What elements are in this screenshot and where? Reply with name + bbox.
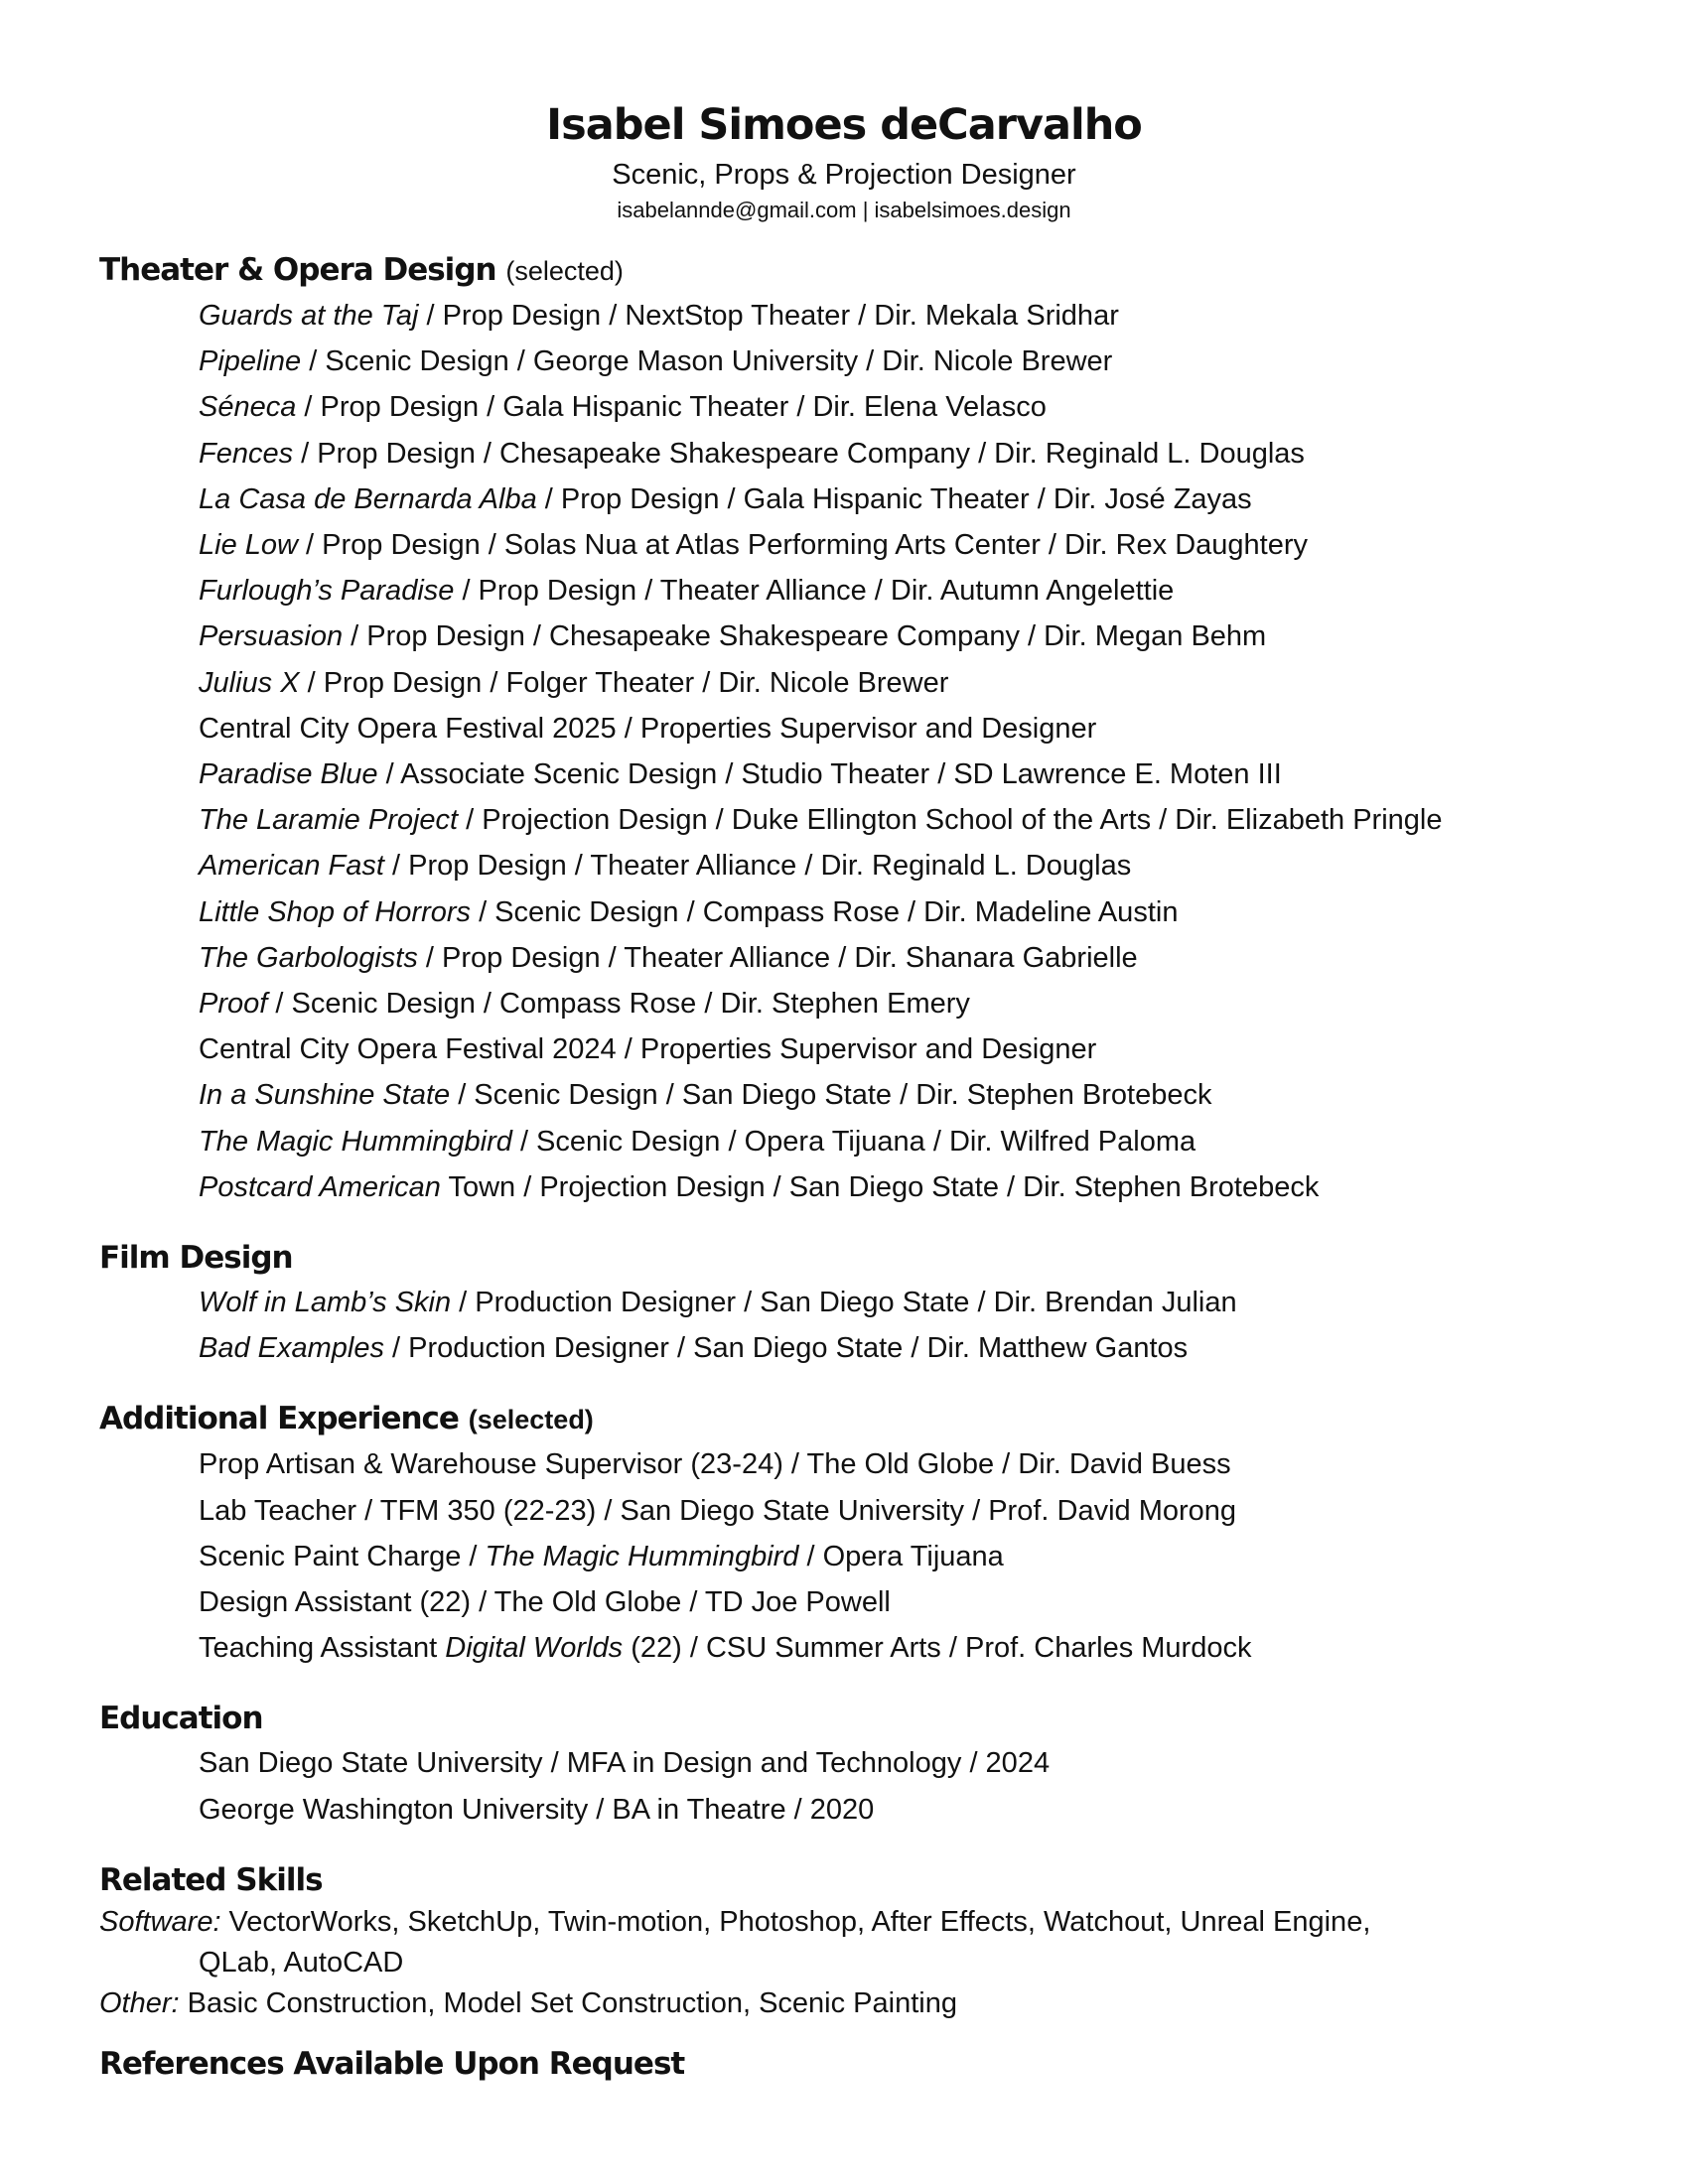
credit-entry: Guards at the Taj / Prop Design / NextStop Theater / Dir. Mekala Sridhar xyxy=(199,300,1119,332)
credit-entry: Teaching Assistant Digital Worlds (22) / CSU Summer Arts / Prof. Charles Murdock xyxy=(199,1632,1252,1665)
work-title: Guards at the Taj xyxy=(199,300,419,332)
work-title: Persuasion xyxy=(199,620,344,653)
references-section xyxy=(99,2042,1589,2086)
additional-list xyxy=(99,1441,1589,1671)
work-title: Little Shop of Horrors xyxy=(199,895,472,928)
work-title: Séneca xyxy=(199,391,297,424)
credit-entry: Proof / Scenic Design / Compass Rose / Dir. Stephen Emery xyxy=(199,988,970,1021)
section-title: Additional Experience (selected) xyxy=(99,1401,594,1437)
work-title: Bad Examples xyxy=(199,1332,384,1365)
work-title: The Laramie Project xyxy=(199,804,459,837)
work-title: The Magic Hummingbird xyxy=(485,1540,799,1572)
credit-entry: The Laramie Project / Projection Design / Duke Ellington School of the Arts / Dir. Elizabeth Pringle xyxy=(199,804,1443,837)
skills-section xyxy=(99,1858,1589,2024)
work-title: Wolf in Lamb’s Skin xyxy=(199,1287,452,1319)
section-note: (selected) xyxy=(468,1405,594,1435)
education-list xyxy=(99,1740,1589,1832)
theater-list xyxy=(99,293,1589,1210)
section-title: Education xyxy=(99,1701,263,1737)
references-note: References Available Upon Request xyxy=(99,2045,685,2082)
credit-entry: Fences / Prop Design / Chesapeake Shakespeare Company / Dir. Reginald L. Douglas xyxy=(199,437,1305,470)
resume-header xyxy=(99,95,1589,226)
resume-page xyxy=(99,95,1589,2086)
credit-entry: Central City Opera Festival 2024 / Properties Supervisor and Designer xyxy=(199,1033,1097,1066)
credit-entry: Design Assistant (22) / The Old Globe / TD Joe Powell xyxy=(199,1586,891,1619)
work-title: Paradise Blue xyxy=(199,758,378,791)
work-title: Pipeline xyxy=(199,345,302,378)
work-title: Postcard American xyxy=(199,1170,441,1203)
credit-entry: American Fast / Prop Design / Theater Alliance / Dir. Reginald L. Douglas xyxy=(199,850,1132,883)
credit-entry: La Casa de Bernarda Alba / Prop Design / Gala Hispanic Theater / Dir. José Zayas xyxy=(199,482,1252,515)
credit-entry: Séneca / Prop Design / Gala Hispanic Theater / Dir. Elena Velasco xyxy=(199,391,1047,424)
credit-entry: Lie Low / Prop Design / Solas Nua at Atlas Performing Arts Center / Dir. Rex Daughtery xyxy=(199,529,1309,562)
film-section xyxy=(99,1236,1589,1371)
theater-section xyxy=(99,248,1589,1210)
work-title: La Casa de Bernarda Alba xyxy=(199,482,537,515)
credit-entry: Wolf in Lamb’s Skin / Production Designer / San Diego State / Dir. Brendan Julian xyxy=(199,1287,1237,1319)
credit-entry: Prop Artisan & Warehouse Supervisor (23-24) / The Old Globe / Dir. David Buess xyxy=(199,1448,1231,1481)
work-title: Proof xyxy=(199,988,268,1021)
film-list xyxy=(99,1280,1589,1371)
credit-entry: The Magic Hummingbird / Scenic Design / Opera Tijuana / Dir. Wilfred Paloma xyxy=(199,1125,1196,1158)
credit-entry: Pipeline / Scenic Design / George Mason University / Dir. Nicole Brewer xyxy=(199,345,1113,378)
education-section xyxy=(99,1697,1589,1832)
additional-section xyxy=(99,1397,1589,1671)
credit-entry: Persuasion / Prop Design / Chesapeake Shakespeare Company / Dir. Megan Behm xyxy=(199,620,1267,653)
job-title: Scenic, Props & Projection Designer xyxy=(612,159,1076,191)
skill-row-other: Other: Basic Construction, Model Set Construction, Scenic Painting xyxy=(99,1986,957,2019)
credit-entry: Central City Opera Festival 2025 / Properties Supervisor and Designer xyxy=(199,712,1097,745)
section-title: Related Skills xyxy=(99,1861,323,1898)
work-title: In a Sunshine State xyxy=(199,1079,451,1112)
person-name: Isabel Simoes deCarvalho xyxy=(546,100,1142,150)
credit-entry: Scenic Paint Charge / The Magic Hummingbird / Opera Tijuana xyxy=(199,1540,1004,1572)
skills-list xyxy=(99,1902,1589,2024)
work-title: Lie Low xyxy=(199,529,298,562)
credit-entry: Julius X / Prop Design / Folger Theater / Dir. Nicole Brewer xyxy=(199,666,949,699)
section-title: Theater & Opera Design (selected) xyxy=(99,252,624,288)
work-title: Digital Worlds xyxy=(445,1632,624,1665)
credit-entry: The Garbologists / Prop Design / Theater Alliance / Dir. Shanara Gabrielle xyxy=(199,941,1138,974)
work-title: American Fast xyxy=(199,850,384,883)
work-title: Julius X xyxy=(199,666,300,699)
work-title: The Garbologists xyxy=(199,941,418,974)
section-title: Film Design xyxy=(99,1240,293,1277)
credit-entry: George Washington University / BA in Theatre / 2020 xyxy=(199,1793,875,1826)
credit-entry: Furlough’s Paradise / Prop Design / Theater Alliance / Dir. Autumn Angelettie xyxy=(199,575,1175,608)
credit-entry: San Diego State University / MFA in Design and Technology / 2024 xyxy=(199,1747,1051,1780)
skill-row-software: Software: VectorWorks, SketchUp, Twin-motion, Photoshop, After Effects, Watchout, Unreal Engine, QLab, AutoCAD xyxy=(99,1905,1371,1979)
work-title: Furlough’s Paradise xyxy=(199,575,455,608)
credit-entry: Bad Examples / Production Designer / San Diego State / Dir. Matthew Gantos xyxy=(199,1332,1189,1365)
credit-entry: Paradise Blue / Associate Scenic Design / Studio Theater / SD Lawrence E. Moten III xyxy=(199,758,1282,791)
work-title: Fences xyxy=(199,437,294,470)
credit-entry: In a Sunshine State / Scenic Design / San Diego State / Dir. Stephen Brotebeck xyxy=(199,1079,1212,1112)
credit-entry: Little Shop of Horrors / Scenic Design / Compass Rose / Dir. Madeline Austin xyxy=(199,895,1179,928)
section-note: (selected) xyxy=(505,256,624,286)
credit-entry: Postcard American Town / Projection Design / San Diego State / Dir. Stephen Brotebeck xyxy=(199,1170,1320,1203)
contact-info: isabelannde@gmail.com | isabelsimoes.design xyxy=(617,198,1071,222)
work-title: The Magic Hummingbird xyxy=(199,1125,512,1158)
credit-entry: Lab Teacher / TFM 350 (22-23) / San Diego State University / Prof. David Morong xyxy=(199,1494,1237,1527)
